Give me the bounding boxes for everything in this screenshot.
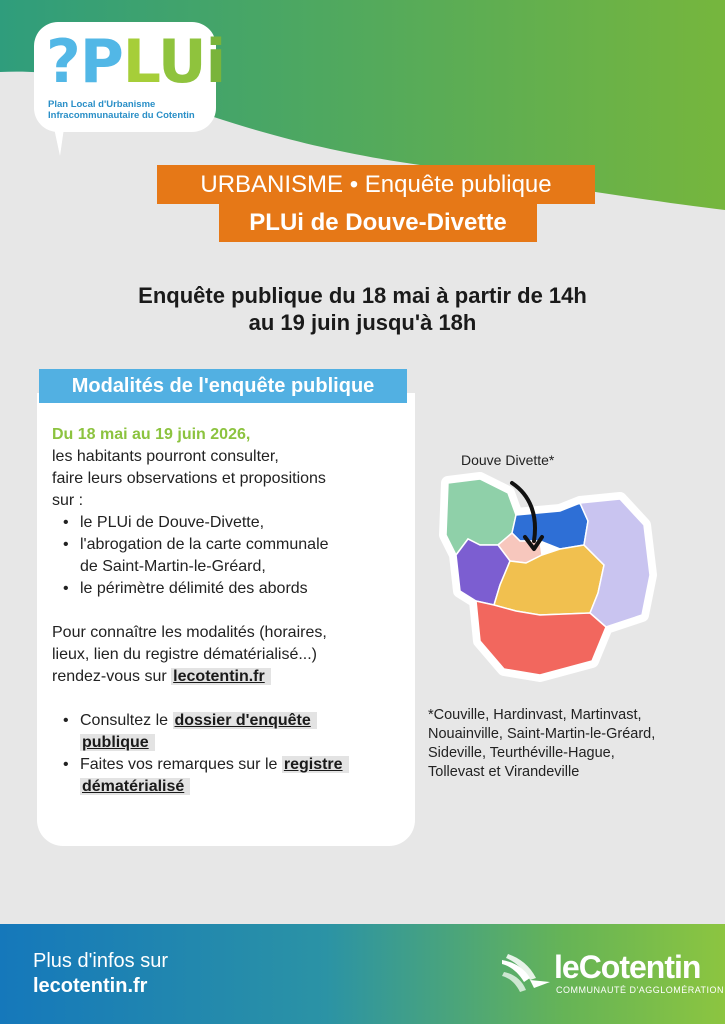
map-footnote (428, 706, 718, 782)
logo-bubble-tail (50, 128, 80, 158)
know-line1: Pour connaître les modalités (horaires, (52, 624, 327, 641)
action-prefix: Faites vos remarques sur le (80, 756, 278, 773)
territory-map (420, 465, 660, 695)
registre-link[interactable]: registre (282, 756, 349, 773)
plui-logo (46, 27, 226, 97)
list-item (52, 534, 397, 578)
spacer (52, 600, 397, 622)
logo-letter-l: L (122, 27, 158, 97)
logo-question-mark: ? (46, 27, 80, 97)
know-line3 (52, 666, 397, 688)
dates-line1: Enquête publique du 18 mai à partir de 14h (138, 283, 587, 308)
know-line2: lieux, lien du registre dématérialisé...) (52, 646, 318, 663)
title-banner-plui: PLUi de Douve-Divette (219, 204, 537, 242)
logo-letter-u: U (157, 27, 206, 97)
actions-list (52, 710, 397, 798)
dates-line2: au 19 juin jusqu'à 18h (248, 310, 477, 335)
modalites-heading: Modalités de l'enquête publique (39, 369, 407, 403)
logo-subtitle-line2: Infracommunautaire du Cotentin (48, 110, 195, 121)
enquete-dates (0, 282, 725, 336)
list-item-text: le PLUi de Douve-Divette, (80, 514, 265, 531)
know-line3-text: rendez-vous sur (52, 668, 167, 685)
list-item (52, 578, 397, 600)
intro-line3: sur : (52, 492, 84, 509)
intro-line2: faire leurs observations et propositions (52, 470, 326, 487)
map-label: Douve Divette* (461, 452, 555, 468)
dossier-link-cont[interactable]: publique (80, 734, 155, 751)
footnote-line2: Nouainville, Saint-Martin-le-Gréard, (428, 726, 656, 742)
list-item (52, 754, 397, 798)
website-link[interactable]: lecotentin.fr (171, 668, 271, 685)
list-item-text: l'abrogation de la carte communale (80, 536, 329, 553)
footer-website-link[interactable]: lecotentin.fr (33, 975, 148, 997)
title-banner-urbanisme: URBANISME • Enquête publique (157, 165, 595, 204)
logo-letter-i: i (205, 27, 226, 97)
footnote-line1: *Couville, Hardinvast, Martinvast, (428, 707, 642, 723)
list-item (52, 512, 397, 534)
footnote-line3: Sideville, Teurthéville-Hague, (428, 745, 615, 761)
registre-link-cont[interactable]: dématérialisé (80, 778, 190, 795)
action-prefix: Consultez le (80, 712, 169, 729)
footer-info-line1: Plus d'infos sur (33, 950, 168, 972)
brand-subtitle: COMMUNAUTÉ D'AGGLOMÉRATION (556, 985, 725, 995)
logo-subtitle (48, 99, 216, 121)
modalites-lead: Du 18 mai au 19 juin 2026, (52, 426, 251, 443)
intro-line1: les habitants pourront consulter, (52, 448, 279, 465)
footer-info (33, 949, 168, 999)
list-item (52, 710, 397, 754)
list-item-text: le périmètre délimité des abords (80, 580, 308, 597)
brand-name: leCotentin (554, 949, 701, 985)
logo-subtitle-line1: Plan Local d'Urbanisme (48, 99, 156, 110)
modalites-body (52, 424, 397, 798)
dossier-link[interactable]: dossier d'enquête (173, 712, 317, 729)
lecotentin-logo-icon (500, 952, 552, 994)
spacer (52, 688, 397, 710)
consultation-list (52, 512, 397, 600)
list-item-text-cont: de Saint-Martin-le-Gréard, (80, 558, 266, 575)
logo-letter-p: P (79, 27, 123, 97)
footnote-line4: Tollevast et Virandeville (428, 764, 580, 780)
